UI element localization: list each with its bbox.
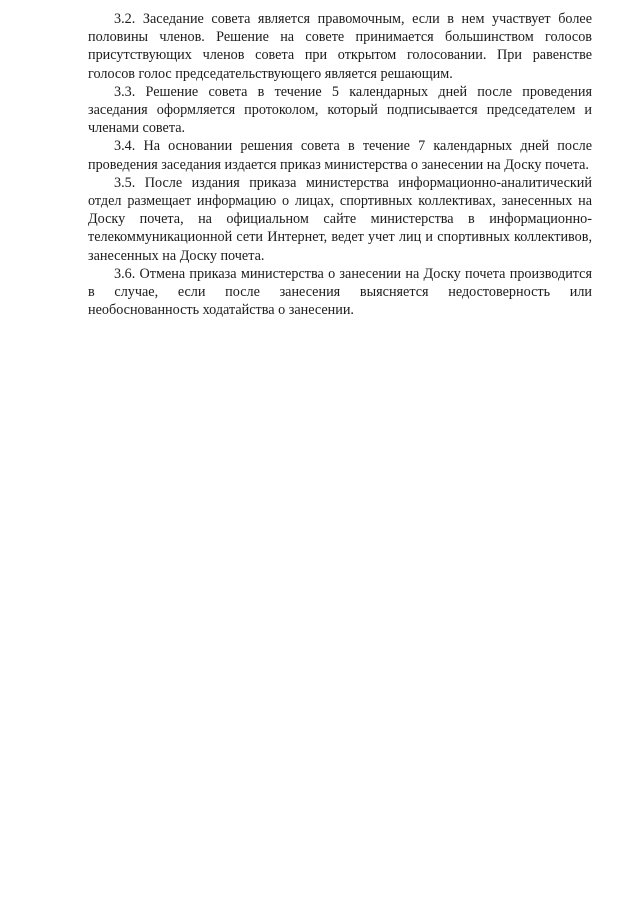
paragraph-3-4: 3.4. На основании решения совета в течение 7 календарных дней после проведения заседания издается приказ министерства о занесении на Доску почета. bbox=[88, 138, 592, 173]
paragraph-3-3: 3.3. Решение совета в течение 5 календарных дней после проведения заседания оформляется протоколом, который подписывается председателем и членами совета. bbox=[88, 83, 592, 137]
paragraph-3-5: 3.5. После издания приказа министерства информационно-аналитический отдел размещает информацию о лицах, спортивных коллективах, занесенных на Доску почета, на официальном сайте министерства в информационно-телекоммуникационной сети Интернет, ведет учет лиц и спортивных коллективов, занесенных на Доску почета. bbox=[88, 174, 592, 264]
document-body bbox=[88, 10, 592, 319]
paragraph-3-6: 3.6. Отмена приказа министерства о занесении на Доску почета производится в случае, если после занесения выясняется недостоверность или необоснованность ходатайства о занесении. bbox=[88, 265, 592, 319]
paragraph-3-2: 3.2. Заседание совета является правомочным, если в нем участвует более половины членов. Решение на совете принимается большинством голосов присутствующих членов совета при открытом голосовании. При равенстве голосов голос председательствующего является решающим. bbox=[88, 11, 592, 82]
